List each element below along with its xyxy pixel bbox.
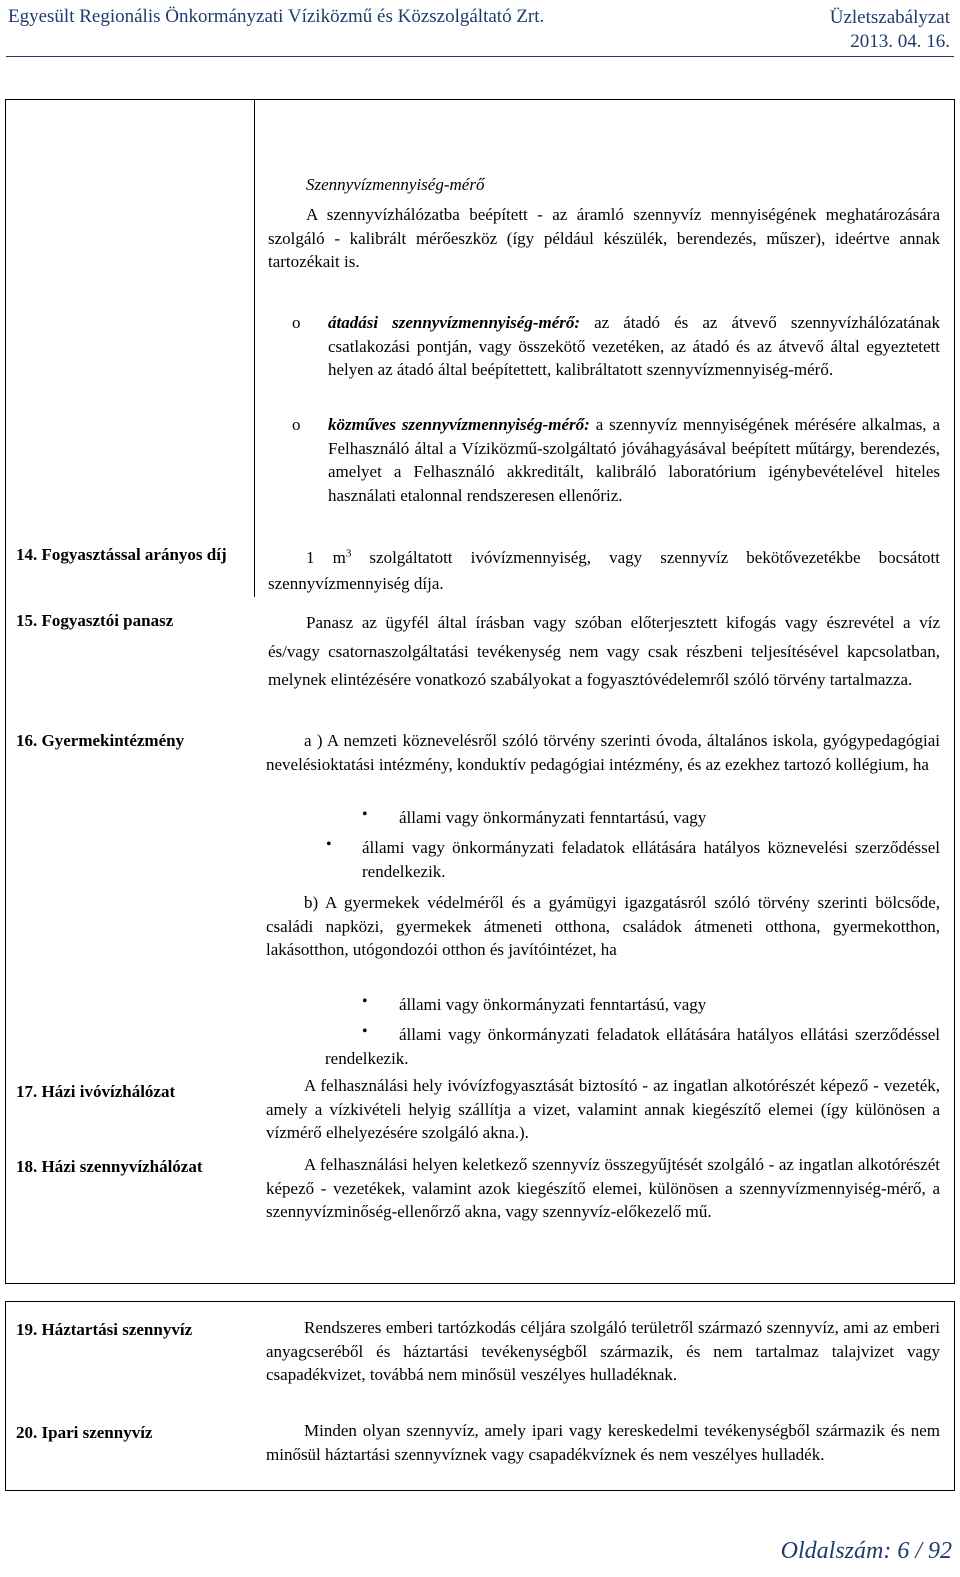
header-doc-title: Üzletszabályzat	[829, 7, 950, 28]
definition-szennyvizmennyiseg-mero: A szennyvízhálózatba beépített - az áramló szennyvíz mennyiségének meghatározására szolgáló - kalibrált mérőeszköz (így például készülék, berendezés, műszer), ideértve annak tartozékait is.	[268, 205, 940, 271]
term-14: 14. Fogyasztással arányos díj	[16, 545, 227, 564]
definition-14: 1 $m^3$ szolgáltatott ivóvízmennyiség, vagy szennyvíz bekötővezetékbe bocsátott szennyvízmennyiség díja.	[268, 547, 940, 593]
definition-16-a2: állami vagy önkormányzati feladatok ellátására hatályos köznevelési szerződéssel rendelkezik.	[362, 838, 940, 881]
term-16: 16. Gyermekintézmény	[16, 731, 185, 750]
term-18: 18. Házi szennyvízhálózat	[16, 1157, 203, 1176]
term-20: 20. Ipari szennyvíz	[16, 1423, 153, 1442]
definition-16-b1: állami vagy önkormányzati fenntartású, vagy	[399, 995, 707, 1014]
sub-definition-atadasi: átadási szennyvízmennyiség-mérő: az átadó és az átvevő szennyvízhálózatának csatlakozási pontján, vagy összekötő vezetéken, az átadó és az átvevő által egyeztetett helyen az átadó által beépítettett, kalibráltatott szennyvízmennyiség-mérő.	[328, 313, 940, 379]
term-title-szennyvizmennyiseg-mero: Szennyvízmennyiség-mérő	[306, 175, 485, 194]
header-doc-info	[830, 6, 950, 54]
bullet-16-a1: •	[362, 806, 368, 823]
definition-20: Minden olyan szennyvíz, amely ipari vagy kereskedelmi tevékenységből származik és nem minősül háztartási szennyvíznek vagy csapadékvíznek és nem veszélyes hulladék.	[266, 1421, 940, 1464]
bullet-16-b1: •	[362, 993, 368, 1010]
sub-term-atadasi: átadási szennyvízmennyiség-mérő:	[328, 313, 581, 332]
definition-16-a: a ) A nemzeti köznevelésről szóló törvény szerinti óvoda, általános iskola, gyógypedagógiai nevelésioktatási intézmény, konduktív pedagógiai intézmény, és az ezekhez tartozó kollégium, ha	[266, 731, 940, 774]
header-date: 2013. 04. 16.	[850, 31, 950, 52]
sub-bullet-1: o	[292, 313, 301, 332]
definition-16-b2: állami vagy önkormányzati feladatok ellátására hatályos ellátási szerződéssel rendelkezik.	[325, 1025, 940, 1068]
sub-bullet-2: o	[292, 415, 301, 434]
term-15: 15. Fogyasztói panasz	[16, 611, 174, 630]
table-column-divider	[254, 99, 255, 597]
definition-16-a1: állami vagy önkormányzati fenntartású, vagy	[399, 808, 707, 827]
page-header	[0, 0, 960, 56]
sub-term-kozmuves: közműves szennyvízmennyiség-mérő:	[328, 415, 590, 434]
definition-16-b: b) A gyermekek védelméről és a gyámügyi igazgatásról szóló törvény szerinti bölcsőde, családi napközi, gyermekek átmeneti otthona, családok átmeneti otthona, gyermekotthon, lakásotthon, utógondozói otthon és javítóintézet, ha	[266, 893, 940, 959]
header-rule	[6, 56, 954, 57]
term-19: 19. Háztartási szennyvíz	[16, 1320, 193, 1339]
bullet-16-a2: •	[326, 836, 332, 853]
definition-19: Rendszeres emberi tartózkodás céljára szolgáló területről származó szennyvíz, ami az emberi anyagcseréből és háztartási tevékenységből származik, és nem tartalmaz talajvizet vagy csapadékvizet, továbbá nem minősül veszélyes hulladéknak.	[266, 1318, 940, 1384]
page-number: Oldalszám: 6 / 92	[780, 1538, 952, 1564]
definition-15: Panasz az ügyfél által írásban vagy szóban előterjesztett kifogás vagy észrevétel a víz és/vagy csatornaszolgáltatási tevékenység nem vagy csak részbeni teljesítésével kapcsolatban, melynek elintézésére vonatkozó szabályokat a fogyasztóvédelemről szóló törvény tartalmazza.	[268, 613, 940, 689]
definition-18: A felhasználási helyen keletkező szennyvíz összegyűjtését szolgáló - az ingatlan alkotórészét képező - vezetékek, valamint azok kiegészítő elemei, különösen a szennyvízmennyiség-mérő, a szennyvízminőség-ellenőrző akna, vagy szennyvíz-előkezelő mű.	[266, 1155, 940, 1221]
header-organization: Egyesült Regionális Önkormányzati Víziközmű és Közszolgáltató Zrt.	[8, 6, 545, 27]
definition-17: A felhasználási hely ivóvízfogyasztását biztosító - az ingatlan alkotórészét képező - vezeték, amely a vízkivételi helyig szállítja a vizet, valamint annak kiegészítő elemei (így különösen a vízmérő elhelyezésére szolgáló akna.).	[266, 1076, 940, 1142]
bullet-16-b2: •	[362, 1023, 368, 1040]
term-17: 17. Házi ivóvízhálózat	[16, 1082, 176, 1101]
sub-definition-kozmuves: közműves szennyvízmennyiség-mérő: a szennyvíz mennyiségének mérésére alkalmas, a Felhasználó által a Víziközmű-szolgáltató jóváhagyásával beépített műtárgy, berendezés, amelyet a Felhasználó akkreditált, kalibráló laboratórium igénybevételével hiteles használati etalonnal rendszeresen ellenőriz.	[328, 415, 940, 505]
